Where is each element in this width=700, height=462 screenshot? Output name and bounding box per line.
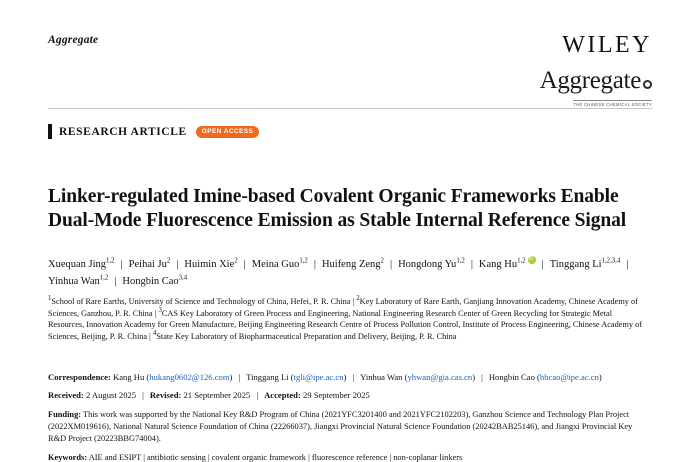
keywords-text: AIE and ESIPT | antibiotic sensing | covalent organic framework | fluorescence reference | non-coplanar linkers [88, 453, 463, 462]
author-list [48, 256, 648, 290]
journal-name-mark: Aggregate [48, 34, 99, 46]
author-separator: | [176, 259, 179, 270]
page-content [48, 0, 652, 462]
author-name[interactable]: Huifeng Zeng$^2$ [321, 257, 384, 270]
author-affiliation-marker: 1,2 [99, 274, 109, 282]
correspondence-close-paren: ) [343, 372, 347, 382]
revised-date-label: Revised: [149, 390, 184, 400]
author-affiliation-marker: 2 [166, 257, 171, 265]
author-name[interactable]: Hongbin Cao$^{3,4}$ [122, 274, 188, 287]
author-name[interactable]: Huimin Xie$^2$ [184, 257, 238, 270]
author-affiliation-marker: 3,4 [178, 274, 188, 282]
header-divider [48, 108, 652, 109]
received-date-value: 2 August 2025 [85, 390, 137, 400]
author-name[interactable]: Peihai Ju$^2$ [128, 257, 171, 270]
accepted-date-value: 29 September 2025 [302, 390, 370, 400]
correspondence-email-link[interactable]: hukang0602@126.com [149, 372, 230, 382]
correspondence-close-paren: ) [472, 372, 476, 382]
correspondence-name: Hongbin Cao ( [488, 372, 540, 382]
author-separator: | [114, 276, 117, 287]
author-name[interactable]: Xuequan Jing$^{1,2}$ [48, 257, 115, 270]
publisher-logo: WILEY [562, 32, 652, 58]
author-separator: | [626, 259, 629, 270]
author-separator: | [120, 259, 123, 270]
journal-logo-subtitle: THE CHINESE CHEMICAL SOCIETY [573, 102, 652, 107]
correspondence-block [48, 371, 648, 383]
author-name[interactable]: Meina Guo$^{1,2}$ [251, 257, 308, 270]
correspondence-email-link[interactable]: tgli@ipe.ac.cn [293, 372, 344, 382]
date-separator: | [142, 390, 144, 400]
author-separator: | [470, 259, 473, 270]
received-date-label: Received: [48, 390, 86, 400]
journal-logo-text: Aggregate [539, 67, 641, 94]
author-affiliation-marker: 2 [380, 257, 384, 265]
funding-text: This work was supported by the National Key R&D Program of China (2021YFC3201400 and 2021YFC2102203), Ganzhou Science and Technology Plan Project (2022XM019616), National Natural Science Foundation of China (22266037), Jiangxi Provincial Natural Science Foundation (20242BAB25146), and Jiangxi Provincial Key R&D Project (20223BBG74004). [48, 410, 633, 443]
article-title: Linker-regulated Imine-based Covalent Organic Frameworks Enable Dual-Mode Fluorescence Emission as Stable Internal Reference Signal [48, 186, 627, 232]
author-affiliation-marker: 1,2 [456, 257, 465, 265]
orcid-icon[interactable] [528, 256, 536, 264]
author-separator: | [313, 259, 316, 270]
correspondence-email-link[interactable]: yhwan@gia.cas.cn [407, 372, 473, 382]
author-separator: | [389, 259, 393, 270]
correspondence-close-paren: ) [229, 372, 233, 382]
correspondence-name: Kang Hu ( [113, 372, 150, 382]
author-name[interactable]: Hongdong Yu$^{1,2}$ [398, 257, 465, 270]
article-dates [48, 390, 648, 400]
correspondence-name: Yinhua Wan ( [360, 372, 408, 382]
author-affiliation-marker: 1,2,3,4 [601, 257, 621, 265]
author-separator: | [243, 259, 246, 270]
author-affiliation-marker: 2 [234, 257, 238, 265]
article-type-accent-bar [48, 124, 52, 139]
correspondence-separator: | [481, 372, 483, 382]
funding-block [48, 409, 648, 444]
correspondence-separator: | [352, 372, 355, 382]
author-separator: | [541, 259, 544, 270]
page-header [48, 0, 652, 108]
author-affiliation-marker: 1,2 [299, 257, 308, 265]
accepted-date-label: Accepted: [264, 390, 303, 400]
affiliations-block: $^1$School of Rare Earths, University of Science and Technology of China, Hefei, P. R. China | $^2$Key Laboratory of Rare Earth, Ganjiang Innovation Academy, Chinese Academy of Sciences, Ganzhou, P. R. China | $^3$CAS Key Laboratory of Green Process and Engineering, National Engineering Research Center of Green Recycling for Strategic Metal Resources, Innovation Academy for Green Manufacture, Beijing Engineering Research Centre of Process Pollution Control, Institute of Process Engineering, Chinese Academy of Sciences, Beijing, P. R. China | $^4$State Key Laboratory of Biopharmaceutical Preparation and Delivery, Beijing, P. R. China [48, 295, 642, 341]
author-name[interactable]: Yinhua Wan$^{1,2}$ [48, 274, 109, 287]
revised-date-value: 21 September 2025 [183, 390, 251, 400]
journal-logo [540, 68, 652, 111]
keywords-block [48, 452, 648, 462]
journal-logo-word [540, 68, 652, 93]
author-name[interactable]: Kang Hu$^{1,2}$ iD [479, 259, 536, 270]
article-type-label: RESEARCH ARTICLE [59, 125, 187, 138]
author-affiliation-marker: 1,2 [106, 257, 115, 265]
open-access-badge: OPEN ACCESS [196, 126, 259, 138]
correspondence-close-paren: ) [598, 372, 602, 382]
funding-label: Funding: [48, 410, 82, 419]
keywords-label: Keywords: [48, 453, 88, 462]
author-affiliation-marker: 1,2 [517, 257, 526, 265]
date-separator: | [256, 390, 259, 400]
correspondence-name: Tinggang Li ( [246, 372, 294, 382]
author-name[interactable]: Tinggang Li$^{1,2,3,4}$ [549, 257, 621, 270]
correspondence-separator: | [238, 372, 241, 382]
article-type-row [48, 124, 259, 139]
journal-logo-dot-icon [643, 80, 652, 89]
correspondence-label: Correspondence: [48, 372, 114, 382]
correspondence-email-link[interactable]: hbcao@ipe.ac.cn [539, 372, 599, 382]
